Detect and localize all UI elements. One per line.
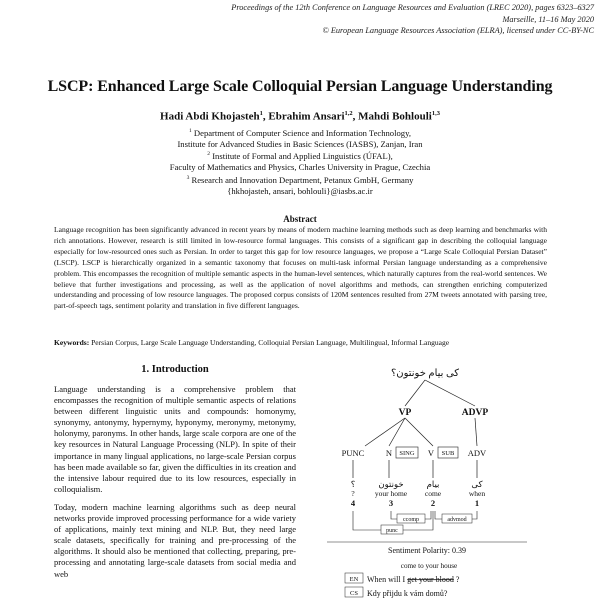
arc-label-punc: punc: [386, 528, 398, 534]
word-gloss: come: [424, 489, 442, 498]
tag-sing: SING: [399, 450, 415, 457]
node-adv: ADV: [467, 448, 487, 458]
sentiment-polarity: Sentiment Polarity: 0.39: [388, 546, 466, 555]
word-persian: بیام: [426, 479, 440, 489]
word-index: 2: [430, 498, 436, 508]
header-line-3: © European Language Resources Association (ELRA), licensed under CC-BY-NC: [322, 26, 594, 35]
arc-label-ccomp: ccomp: [403, 517, 419, 523]
word-index: 1: [474, 498, 480, 508]
word-persian: کی: [471, 479, 483, 489]
word-persian: خونتون: [378, 479, 404, 489]
keywords-label: Keywords:: [54, 338, 90, 347]
affiliation-line: Faculty of Mathematics and Physics, Charles University in Prague, Czechia: [169, 162, 431, 173]
translation-en: When will I get your blood ?: [367, 575, 460, 584]
author-sup: 1: [259, 110, 263, 117]
paragraph: Language understanding is a comprehensive problem that encompasses the recognition of multiple semantic aspects of relations between different linguistic units and compounds: homonymy, synonymy, antonymy, hypernymy, hyponymy, meronymy, metonymy, holonymy, paronyms. In other hands, large scale corpora are one of the key resources in Natural Language Processing (NLP). In spite of their importance in many lingual applications, no large-scale Persian corpus has been made available so far, given the difficulties in its creation and the intensive labour required due to its low resources, especially in colloquialism.: [54, 384, 296, 494]
arc-label-advmod: advmod: [447, 517, 467, 523]
word-gloss: your home: [374, 489, 408, 498]
word-gloss: ?: [351, 489, 355, 498]
tree-edge: [405, 418, 433, 446]
affiliation-line: Institute for Advanced Studies in Basic Sciences (IASBS), Zanjan, Iran: [177, 138, 423, 149]
node-v: V: [427, 448, 435, 458]
header-line-1: Proceedings of the 12th Conference on Language Resources and Evaluation (LREC 2020), pages 6323–6327: [231, 3, 594, 12]
keywords-text: Persian Corpus, Large Scale Language Understanding, Colloquial Persian Language, Multilingual, Informal Language: [89, 338, 450, 347]
lang-code: CS: [350, 590, 358, 597]
node-vp: VP: [398, 408, 412, 418]
introduction-body: [54, 384, 296, 587]
author-name: Mahdi Bohlouli: [358, 110, 432, 123]
figure-parse-tree: [305, 362, 550, 600]
persian-sentence: کی بیام خونتون؟: [390, 368, 460, 379]
tree-edge: [389, 418, 405, 446]
header-line-2: Marseille, 11–16 May 2020: [502, 14, 594, 24]
author-name: Hadi Abdi Khojasteh: [160, 110, 260, 123]
parse-tree-svg: [305, 362, 550, 600]
proceedings-header: [230, 2, 594, 37]
tree-edge: [365, 418, 405, 446]
author-sup: 1,3: [431, 110, 440, 117]
affiliation-line: $^3$ Research and Innovation Department, Petanux GmbH, Germany: [186, 174, 414, 185]
tree-edge: [475, 418, 477, 446]
translation-cs: Kdy přijdu k vám domů?: [367, 589, 448, 598]
affiliation-line: $^2$ Institute of Formal and Applied Linguistics (ÚFAL),: [207, 151, 393, 162]
word-gloss: when: [468, 489, 486, 498]
node-n: N: [385, 448, 393, 458]
node-punc: PUNC: [341, 448, 365, 458]
word-index: 4: [350, 498, 356, 508]
paper-title: LSCP: Enhanced Large Scale Colloquial Persian Language Understanding: [47, 78, 553, 95]
affiliation-line: $^1$ Department of Computer Science and Information Technology,: [189, 127, 411, 138]
affiliations: [0, 126, 600, 196]
section-heading-introduction: 1. Introduction: [141, 364, 209, 375]
tag-sub: SUB: [441, 450, 455, 457]
tree-edge: [425, 380, 475, 406]
author-list: Hadi Abdi Khojasteh$^1$, Ebrahim Ansari$^{1,2}$, Mahdi Bohlouli$^{1,3}$: [160, 110, 440, 123]
paragraph: Today, modern machine learning algorithms such as deep neural networks provide improved processing performance for a wide variety of applications, mainly text mining and NLP. But, they need large scale datasets, specifically for training and pre-processing of the algorithms. It should also be mentioned that collecting, preparing, pre-processing and annotating large-scale datasets from social media and web: [54, 501, 296, 579]
translation-note: come to your house: [400, 562, 458, 570]
word-persian: ؟: [350, 479, 356, 489]
node-advp: ADVP: [461, 408, 489, 418]
abstract-body: Language recognition has been significantly advanced in recent years by means of modern machine learning methods such as deep learning and benchmarks with rich annotations. However, research is still limited in low-resource formal languages. This consists of a significant gap in describing the colloquial language especially for low-resourced ones such as Persian. In order to target this gap for low resource languages, we propose a “Large Scale Colloquial Persian Dataset” (LSCP). LSCP is hierarchically organized in a semantic taxonomy that focuses on multi-task informal Persian language understanding as a comprehensive problem. This encompasses the recognition of multiple semantic aspects in the human-level sentences, which naturally captures from the real-world sentences. We believe that further investigations and processing, as well as the application of novel algorithms and methods, can strengthen enriching computerized understanding and processing of low resource languages. The proposed corpus consists of 120M sentences resulted from 27M tweets annotated with parsing tree, part-of-speech tags, sentiment polarity and translation in five different languages.: [54, 225, 547, 311]
author-name: Ebrahim Ansari: [268, 110, 345, 123]
author-sup: 1,2: [344, 110, 353, 117]
word-index: 3: [388, 498, 394, 508]
abstract-heading: Abstract: [283, 214, 317, 224]
author-emails: {hkhojasteh, ansari, bohlouli}@iasbs.ac.ir: [227, 185, 373, 196]
keywords: [54, 338, 554, 347]
lang-code: EN: [349, 576, 359, 583]
tree-edge: [405, 380, 425, 406]
